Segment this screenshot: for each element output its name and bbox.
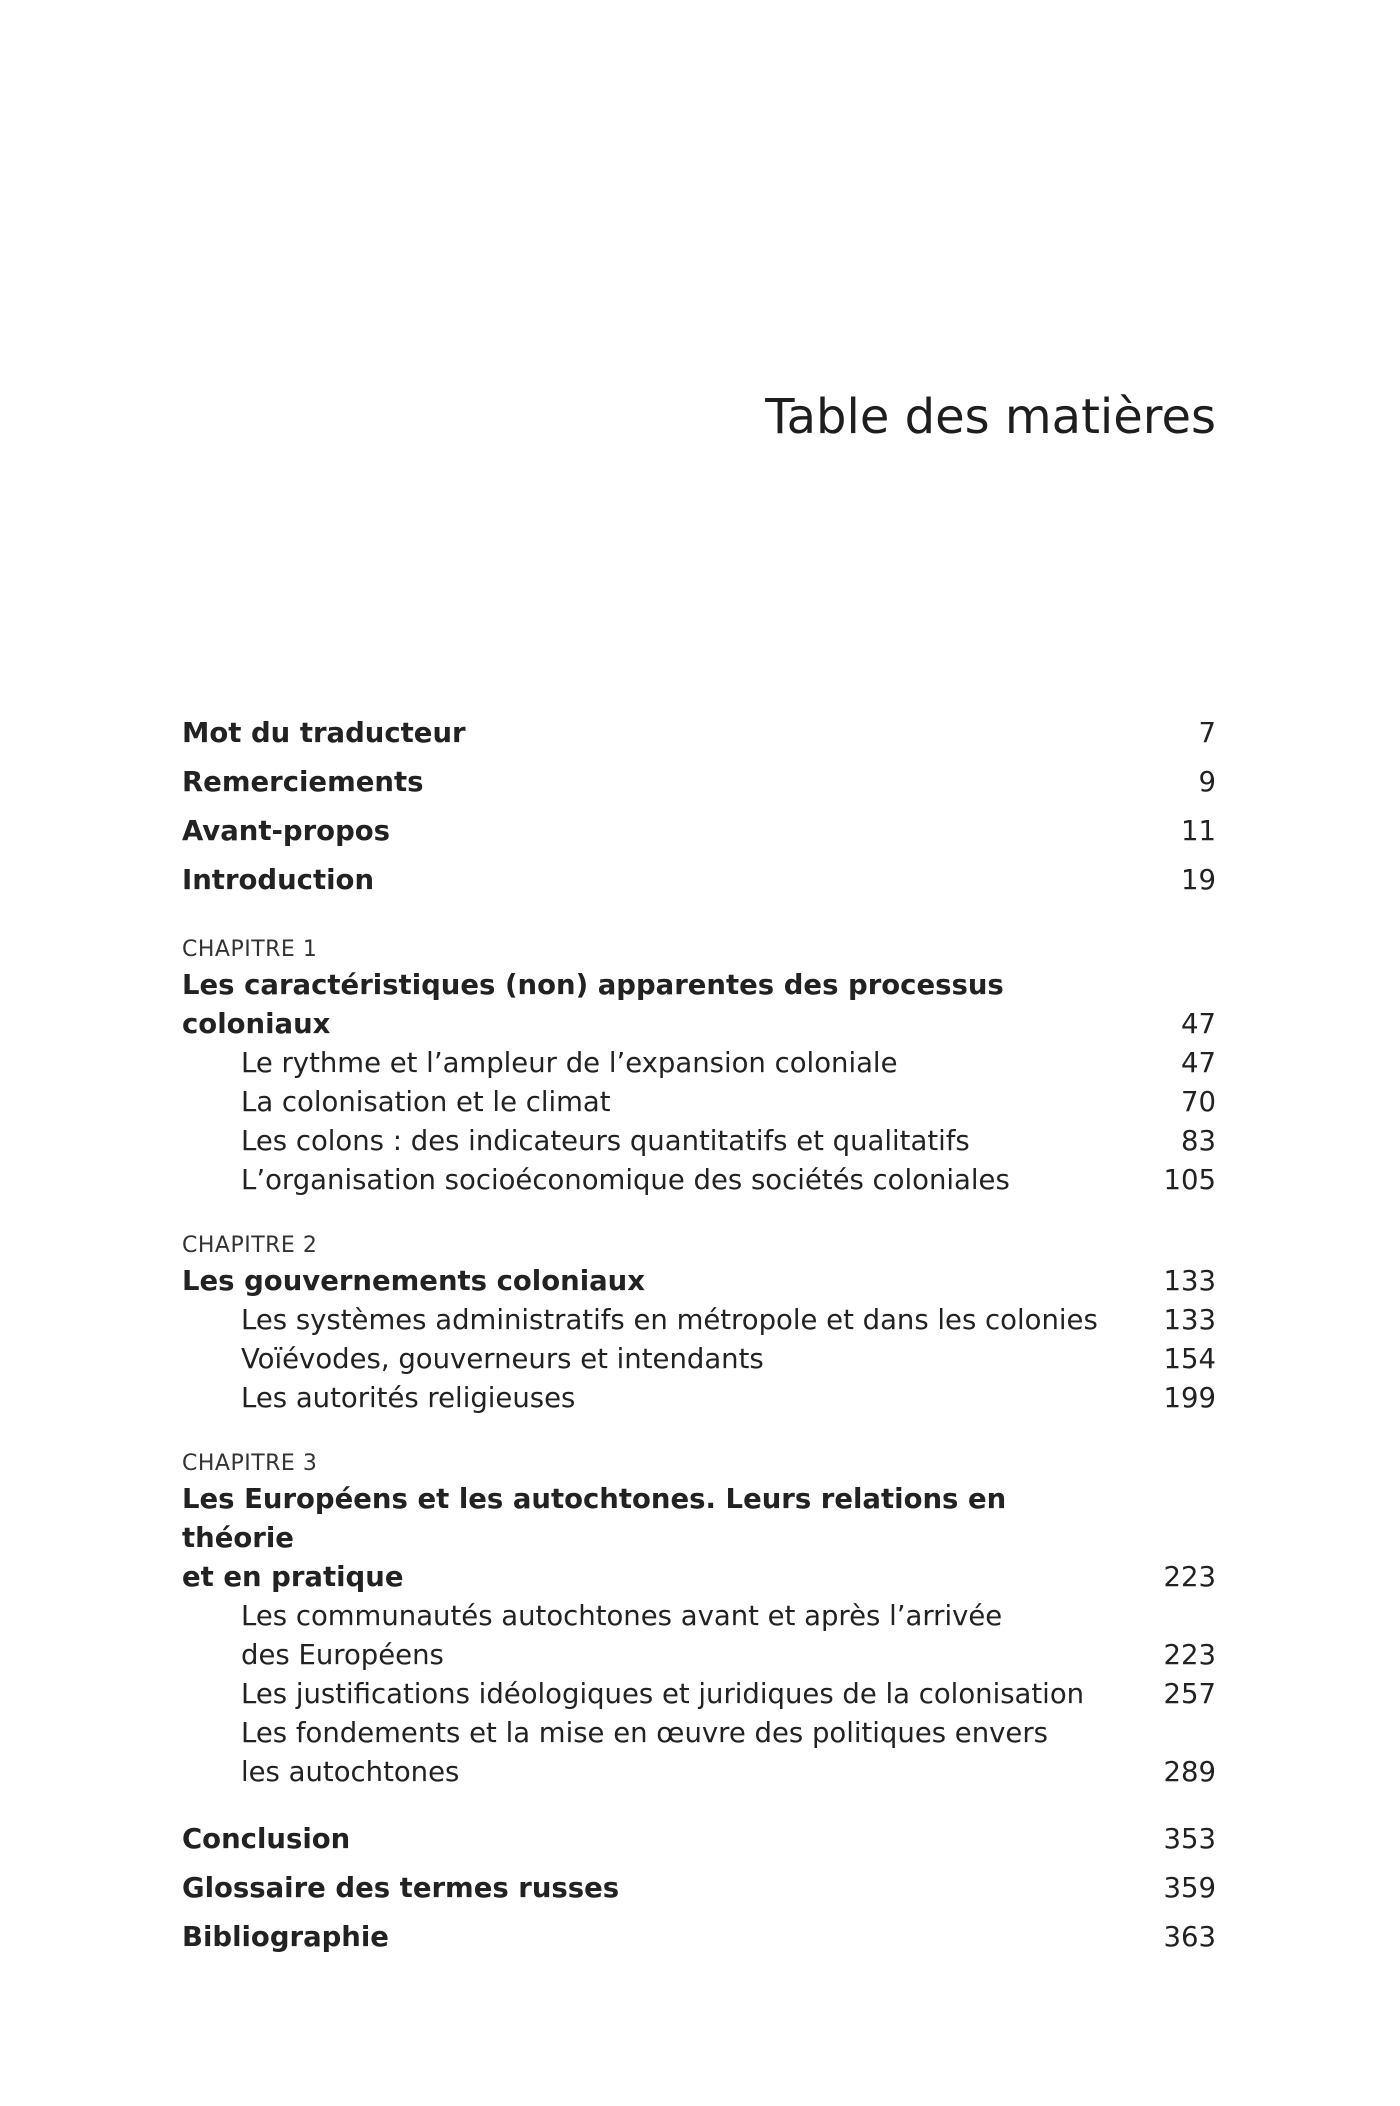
section-page: 257 bbox=[1163, 1678, 1216, 1710]
toc-entry-label: Remerciements bbox=[182, 765, 424, 798]
section-entry[interactable] bbox=[182, 1597, 1216, 1675]
toc-entry[interactable] bbox=[182, 1912, 1216, 1961]
toc-entry-label: Mot du traducteur bbox=[182, 716, 466, 749]
toc-entry-label: Introduction bbox=[182, 863, 375, 896]
toc-entry-label: Conclusion bbox=[182, 1822, 351, 1855]
chapter-title bbox=[182, 1480, 1042, 1597]
section-page: 154 bbox=[1163, 1343, 1216, 1375]
chapter-label: CHAPITRE 3 bbox=[182, 1451, 318, 1476]
page-title: Table des matières bbox=[765, 389, 1216, 445]
section-page: 289 bbox=[1163, 1756, 1216, 1788]
toc-entry-page: 363 bbox=[1163, 1920, 1216, 1953]
section-entry[interactable] bbox=[182, 1714, 1216, 1792]
toc-entry-page: 19 bbox=[1181, 863, 1216, 896]
toc-entry[interactable] bbox=[182, 1814, 1216, 1863]
toc-entry-page: 7 bbox=[1198, 716, 1216, 749]
toc-entry[interactable] bbox=[182, 757, 1216, 806]
section-title: Les systèmes administratifs en métropole et dans les colonies bbox=[241, 1304, 1098, 1336]
back-matter-list bbox=[182, 1814, 1216, 1961]
section-title-line: des Européens bbox=[241, 1639, 444, 1671]
toc-entry-page: 359 bbox=[1163, 1871, 1216, 1904]
toc-entry[interactable] bbox=[182, 855, 1216, 904]
chapter-page: 223 bbox=[1163, 1561, 1216, 1593]
chapter-page: 133 bbox=[1163, 1265, 1216, 1297]
table-of-contents bbox=[182, 708, 1216, 1961]
section-page: 70 bbox=[1181, 1086, 1216, 1118]
section-entry[interactable] bbox=[182, 1675, 1216, 1714]
chapter-block bbox=[182, 1230, 1216, 1418]
section-entry[interactable] bbox=[182, 1044, 1216, 1083]
toc-entry-page: 353 bbox=[1163, 1822, 1216, 1855]
section-title: L’organisation socioéconomique des sociétés coloniales bbox=[241, 1164, 1010, 1196]
section-title bbox=[241, 1714, 1048, 1792]
chapter-title-entry[interactable] bbox=[182, 1480, 1216, 1597]
chapter-title: Les gouvernements coloniaux bbox=[182, 1265, 646, 1297]
section-title: La colonisation et le climat bbox=[241, 1086, 611, 1118]
section-page: 47 bbox=[1181, 1047, 1216, 1079]
section-entry[interactable] bbox=[182, 1122, 1216, 1161]
section-entry[interactable] bbox=[182, 1083, 1216, 1122]
section-page: 223 bbox=[1163, 1639, 1216, 1671]
front-matter-list bbox=[182, 708, 1216, 904]
section-title: Les autorités religieuses bbox=[241, 1382, 576, 1414]
chapter-title-line: et en pratique bbox=[182, 1561, 404, 1593]
toc-entry-label: Avant-propos bbox=[182, 814, 391, 847]
chapter-title-entry[interactable] bbox=[182, 966, 1216, 1044]
section-entry[interactable] bbox=[182, 1340, 1216, 1379]
toc-entry[interactable] bbox=[182, 708, 1216, 757]
section-entry[interactable] bbox=[182, 1379, 1216, 1418]
section-title: Les justifications idéologiques et juridiques de la colonisation bbox=[241, 1678, 1085, 1710]
chapter-page: 47 bbox=[1181, 1008, 1216, 1040]
toc-entry[interactable] bbox=[182, 806, 1216, 855]
chapter-label: CHAPITRE 2 bbox=[182, 1233, 318, 1258]
toc-entry[interactable] bbox=[182, 1863, 1216, 1912]
section-title: Le rythme et l’ampleur de l’expansion coloniale bbox=[241, 1047, 898, 1079]
section-title: Les colons : des indicateurs quantitatifs et qualitatifs bbox=[241, 1125, 970, 1157]
chapter-title: Les caractéristiques (non) apparentes des processus coloniaux bbox=[182, 969, 1004, 1040]
section-title bbox=[241, 1597, 1002, 1675]
section-page: 105 bbox=[1163, 1164, 1216, 1196]
section-page: 199 bbox=[1163, 1382, 1216, 1414]
chapter-title-line: Les Européens et les autochtones. Leurs relations en théorie bbox=[182, 1483, 1007, 1554]
section-page: 133 bbox=[1163, 1304, 1216, 1336]
section-title: Voïévodes, gouverneurs et intendants bbox=[241, 1343, 764, 1375]
section-page: 83 bbox=[1181, 1125, 1216, 1157]
section-entry[interactable] bbox=[182, 1161, 1216, 1200]
chapter-block bbox=[182, 934, 1216, 1200]
chapter-label: CHAPITRE 1 bbox=[182, 937, 318, 962]
section-title-line: Les communautés autochtones avant et après l’arrivée bbox=[241, 1600, 1003, 1632]
toc-entry-label: Glossaire des termes russes bbox=[182, 1871, 620, 1904]
chapter-block bbox=[182, 1448, 1216, 1792]
toc-entry-page: 11 bbox=[1181, 814, 1216, 847]
section-title-line: les autochtones bbox=[241, 1756, 460, 1788]
toc-entry-page: 9 bbox=[1198, 765, 1216, 798]
section-entry[interactable] bbox=[182, 1301, 1216, 1340]
toc-entry-label: Bibliographie bbox=[182, 1920, 389, 1953]
chapter-title-entry[interactable] bbox=[182, 1262, 1216, 1301]
section-title-line: Les fondements et la mise en œuvre des politiques envers bbox=[241, 1717, 1048, 1749]
